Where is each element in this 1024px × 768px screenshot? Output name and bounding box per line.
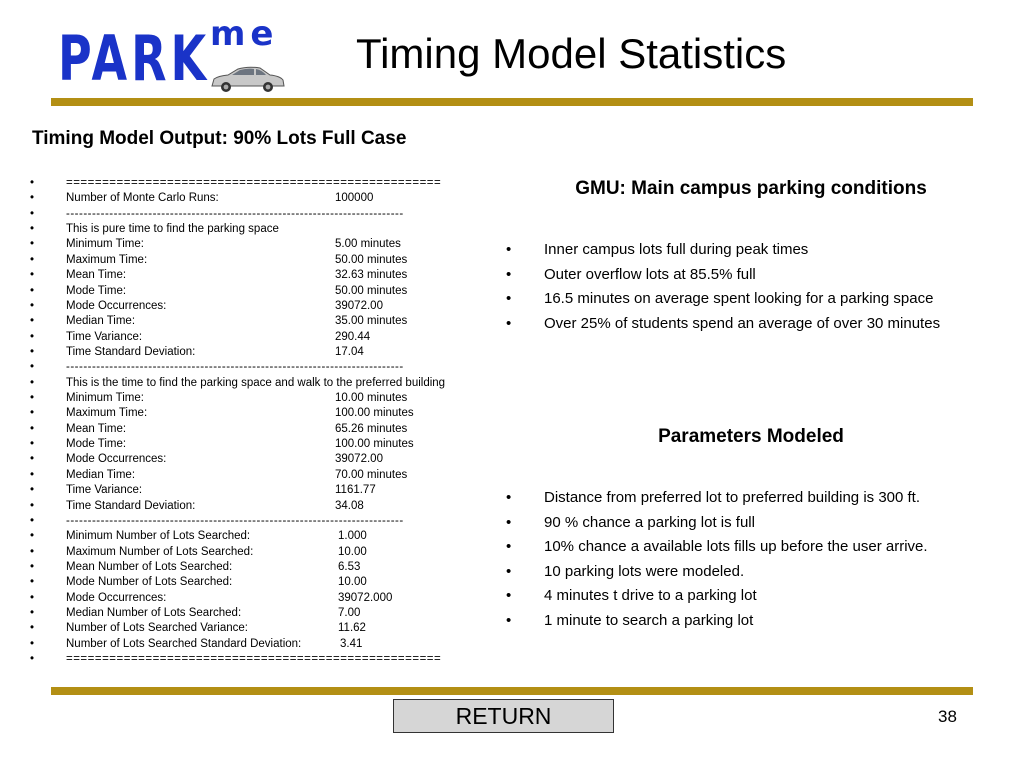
bullet: • xyxy=(30,223,35,236)
bullet: • xyxy=(506,562,512,580)
bullet: • xyxy=(506,241,512,258)
output-label: Number of Monte Carlo Runs: xyxy=(66,192,219,205)
output-line xyxy=(30,191,500,206)
logo-text-park: PARK xyxy=(58,22,211,95)
bullet: • xyxy=(506,513,512,531)
output-value: 39072.00 xyxy=(335,299,383,312)
parameters-item-text: Distance from preferred lot to preferred building is 300 ft. xyxy=(544,489,921,506)
bullet: • xyxy=(30,591,35,604)
car-icon xyxy=(208,64,286,94)
output-label: Minimum Time: xyxy=(66,238,144,251)
page-title: Timing Model Statistics xyxy=(356,30,787,77)
output-value: 6.53 xyxy=(338,560,361,573)
output-line xyxy=(30,452,500,467)
output-label: Maximum Time: xyxy=(66,253,148,266)
bullet: • xyxy=(30,576,35,589)
output-separator: ------------------------------------------------------------------------------ xyxy=(66,514,404,527)
output-value: 17.04 xyxy=(335,345,364,358)
output-label: Minimum Number of Lots Searched: xyxy=(66,530,251,543)
output-value: 11.62 xyxy=(338,622,366,635)
output-line xyxy=(30,560,500,575)
bullet: • xyxy=(30,361,35,374)
bullet: • xyxy=(30,238,35,251)
output-label: Time Standard Deviation: xyxy=(66,499,196,512)
bullet: • xyxy=(30,284,35,297)
bullet: • xyxy=(30,622,35,635)
output-label: Mode Number of Lots Searched: xyxy=(66,576,233,589)
bullet: • xyxy=(30,177,35,189)
output-value: 50.00 minutes xyxy=(335,284,408,297)
output-label: Median Time: xyxy=(66,315,136,328)
parameters-item-text: 10 parking lots were modeled. xyxy=(544,562,745,580)
output-line xyxy=(30,207,500,222)
output-label: Time Standard Deviation: xyxy=(66,345,196,358)
output-label: Median Time: xyxy=(66,468,136,481)
bullet: • xyxy=(30,637,35,650)
parameters-item-text: 90 % chance a parking lot is full xyxy=(544,513,755,531)
bullet: • xyxy=(30,468,35,481)
bullet: • xyxy=(506,489,512,506)
output-value: 100000 xyxy=(335,192,374,205)
output-label: Mode Time: xyxy=(66,284,127,297)
bullet: • xyxy=(506,314,512,332)
output-label: Minimum Time: xyxy=(66,392,144,405)
bottom-divider xyxy=(51,687,973,695)
output-subtitle: Timing Model Output: 90% Lots Full Case xyxy=(32,128,407,149)
output-value: 1.000 xyxy=(338,530,367,543)
output-value: 65.26 minutes xyxy=(335,422,408,435)
output-value: 70.00 minutes xyxy=(335,468,408,481)
parameters-heading: Parameters Modeled xyxy=(658,426,844,447)
output-line xyxy=(30,284,500,299)
bullet: • xyxy=(30,376,35,389)
output-line xyxy=(30,253,500,268)
bullet: • xyxy=(30,653,35,666)
bullet: • xyxy=(30,207,35,220)
output-value: 39072.000 xyxy=(338,591,393,604)
parameters-item-text: 1 minute to search a parking lot xyxy=(544,611,754,629)
top-divider xyxy=(51,98,973,106)
output-separator: ------------------------------------------------------------------------------ xyxy=(66,207,404,220)
output-label: Mode Occurrences: xyxy=(66,591,167,604)
output-line xyxy=(30,437,500,452)
timing-output-list xyxy=(30,176,500,668)
bullet: • xyxy=(30,269,35,282)
output-value: 10.00 minutes xyxy=(335,392,408,405)
logo-text-me: me xyxy=(210,14,279,54)
output-value: 34.08 xyxy=(335,499,364,512)
output-value: 100.00 minutes xyxy=(335,407,414,420)
output-value: 3.41 xyxy=(340,637,363,650)
output-line xyxy=(30,376,500,391)
output-separator: ==================================================== xyxy=(66,653,442,666)
output-line xyxy=(30,299,500,314)
output-line xyxy=(30,575,500,590)
output-label: Maximum Number of Lots Searched: xyxy=(66,545,254,558)
output-label: Maximum Time: xyxy=(66,407,148,420)
bullet: • xyxy=(30,545,35,558)
bullet: • xyxy=(30,407,35,420)
output-line xyxy=(30,529,500,544)
parkme-logo xyxy=(58,14,288,96)
output-value: 7.00 xyxy=(338,607,361,620)
output-value: 35.00 minutes xyxy=(335,315,408,328)
conditions-item-text: Inner campus lots full during peak times xyxy=(544,241,809,258)
bullet: • xyxy=(30,315,35,328)
bullet: • xyxy=(30,453,35,466)
conditions-item-text: Outer overflow lots at 85.5% full xyxy=(544,265,756,283)
output-line xyxy=(30,237,500,252)
output-line xyxy=(30,514,500,529)
output-line xyxy=(30,268,500,283)
output-value: 5.00 minutes xyxy=(335,238,401,251)
output-line xyxy=(30,545,500,560)
output-label: Mode Occurrences: xyxy=(66,299,167,312)
conditions-item-text: 16.5 minutes on average spent looking for a parking space xyxy=(544,290,934,308)
output-line xyxy=(30,422,500,437)
output-line xyxy=(30,499,500,514)
bullet: • xyxy=(30,607,35,620)
output-label: This is pure time to find the parking space xyxy=(66,223,279,236)
bullet: • xyxy=(506,290,512,308)
bullet: • xyxy=(506,611,512,629)
output-value: 10.00 xyxy=(338,545,367,558)
bullet: • xyxy=(30,330,35,343)
output-line xyxy=(30,483,500,498)
return-button[interactable]: RETURN xyxy=(393,699,614,733)
parameters-item-text: 4 minutes t drive to a parking lot xyxy=(544,587,757,605)
output-label: Number of Lots Searched Standard Deviation: xyxy=(66,637,302,650)
output-line xyxy=(30,314,500,329)
output-line xyxy=(30,606,500,621)
output-label: Mean Time: xyxy=(66,269,127,282)
output-line xyxy=(30,591,500,606)
output-line xyxy=(30,391,500,406)
bullet: • xyxy=(30,530,35,543)
bullet: • xyxy=(30,499,35,512)
output-separator: ------------------------------------------------------------------------------ xyxy=(66,361,404,374)
output-value: 10.00 xyxy=(338,576,367,589)
output-label: Mean Number of Lots Searched: xyxy=(66,560,233,573)
bullet: • xyxy=(30,438,35,451)
output-line xyxy=(30,637,500,652)
output-line xyxy=(30,406,500,421)
bullet: • xyxy=(30,514,35,527)
parameters-item-text: 10% chance a available lots fills up before the user arrive. xyxy=(544,538,928,556)
output-line xyxy=(30,330,500,345)
output-label: Time Variance: xyxy=(66,330,143,343)
output-value: 290.44 xyxy=(335,330,371,343)
output-value: 39072.00 xyxy=(335,453,383,466)
output-label: Mean Time: xyxy=(66,422,127,435)
output-line xyxy=(30,621,500,636)
output-value: 1161.77 xyxy=(335,484,376,497)
bullet: • xyxy=(30,253,35,266)
output-label: Time Variance: xyxy=(66,484,143,497)
bullet: • xyxy=(30,299,35,312)
output-line xyxy=(30,468,500,483)
output-line xyxy=(30,345,500,360)
output-line xyxy=(30,360,500,375)
bullet: • xyxy=(30,345,35,358)
bullet: • xyxy=(30,560,35,573)
output-label: Mode Occurrences: xyxy=(66,453,167,466)
conditions-item-text: Over 25% of students spend an average of over 30 minutes xyxy=(544,314,941,332)
bullet: • xyxy=(506,587,512,605)
output-label: Median Number of Lots Searched: xyxy=(66,607,242,620)
page-number: 38 xyxy=(938,707,957,726)
bullet: • xyxy=(30,392,35,405)
output-value: 50.00 minutes xyxy=(335,253,408,266)
bullet: • xyxy=(506,265,512,283)
output-line xyxy=(30,176,500,191)
bullet: • xyxy=(30,422,35,435)
bullet: • xyxy=(506,538,512,556)
output-label: Number of Lots Searched Variance: xyxy=(66,622,248,635)
bullet: • xyxy=(30,484,35,497)
bullet: • xyxy=(30,192,35,205)
output-label: Mode Time: xyxy=(66,438,127,451)
conditions-heading: GMU: Main campus parking conditions xyxy=(575,178,927,199)
output-value: 32.63 minutes xyxy=(335,269,408,282)
output-label: This is the time to find the parking space and walk to the preferred building xyxy=(66,376,446,389)
output-line xyxy=(30,222,500,237)
output-value: 100.00 minutes xyxy=(335,438,414,451)
output-separator: ==================================================== xyxy=(66,177,442,189)
output-line xyxy=(30,652,500,667)
